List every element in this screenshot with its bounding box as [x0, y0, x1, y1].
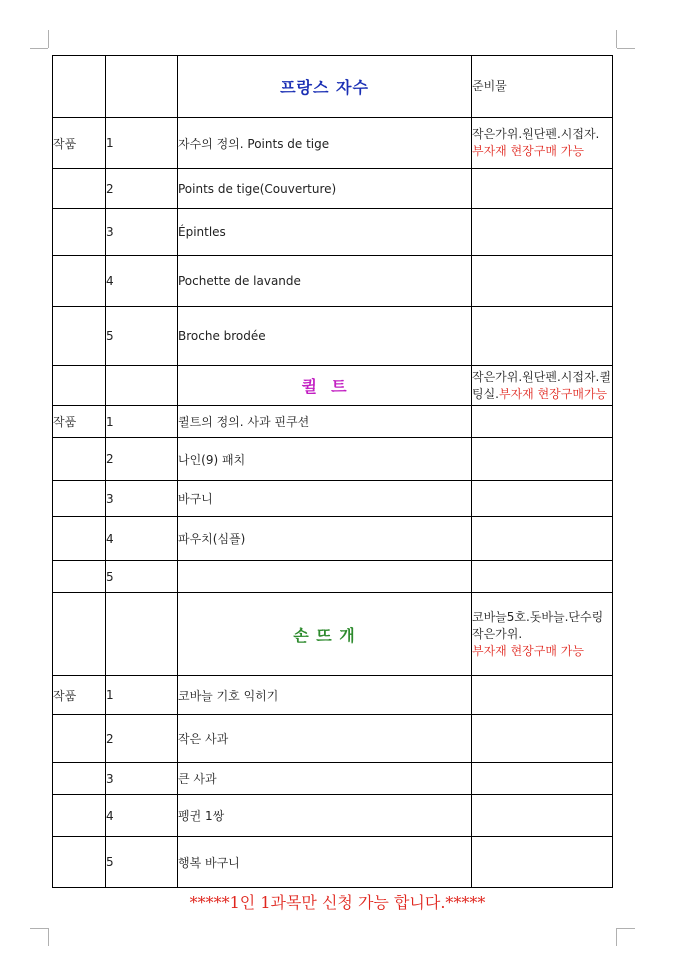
item-name-cell: Pochette de lavande [178, 256, 472, 307]
table-row [53, 763, 613, 795]
item-name-cell: 나인(9) 패치 [178, 438, 472, 481]
table-row [53, 209, 613, 256]
table-row [53, 795, 613, 837]
number-cell: 3 [106, 763, 178, 795]
supplies-cell [472, 763, 613, 795]
number-cell: 2 [106, 438, 178, 481]
category-cell [53, 438, 106, 481]
table-row [53, 837, 613, 888]
supplies-cell [472, 561, 613, 593]
crop-mark-bottom-left-h [30, 928, 48, 929]
supplies-text: 작은가위.원단펜.시접자. [472, 127, 600, 141]
number-cell: 1 [106, 406, 178, 438]
supplies-cell [472, 307, 613, 366]
crop-mark-bottom-left-v [48, 928, 49, 946]
category-cell [53, 481, 106, 517]
item-name-cell: 작은 사과 [178, 715, 472, 763]
number-cell: 1 [106, 118, 178, 169]
table-row [53, 561, 613, 593]
table-row [53, 307, 613, 366]
supplies-cell [472, 438, 613, 481]
quilt-title: 퀼 트 [301, 377, 348, 396]
number-cell: 1 [106, 676, 178, 715]
item-name-cell: 파우치(심플) [178, 517, 472, 561]
item-name-cell: Points de tige(Couverture) [178, 169, 472, 209]
french-title-cell [178, 56, 472, 118]
french-header-row [53, 56, 613, 118]
empty-cell [106, 593, 178, 676]
supplies-cell [472, 795, 613, 837]
supplies-cell [472, 593, 613, 676]
item-name-cell: 행복 바구니 [178, 837, 472, 888]
number-cell: 2 [106, 715, 178, 763]
course-table [52, 55, 613, 888]
category-cell [53, 561, 106, 593]
empty-cell [53, 366, 106, 406]
empty-cell [106, 56, 178, 118]
supplies-header-cell [472, 56, 613, 118]
item-name-cell [178, 561, 472, 593]
supplies-cell [472, 406, 613, 438]
crop-mark-top-right-h [617, 48, 635, 49]
number-cell: 3 [106, 209, 178, 256]
table-row [53, 256, 613, 307]
item-name-cell: 퀼트의 정의. 사과 핀쿠션 [178, 406, 472, 438]
quilt-header-row [53, 366, 613, 406]
item-name-cell: 자수의 정의. Points de tige [178, 118, 472, 169]
table-row [53, 438, 613, 481]
quilt-title-cell [178, 366, 472, 406]
supplies-cell [472, 676, 613, 715]
table-row [53, 118, 613, 169]
crop-mark-bottom-right-v [616, 928, 617, 946]
item-name-cell: 펭귄 1쌍 [178, 795, 472, 837]
table-row [53, 676, 613, 715]
supplies-note: 부자재 현장구매 가능 [472, 643, 584, 658]
number-cell: 5 [106, 307, 178, 366]
item-name-cell: Broche brodée [178, 307, 472, 366]
number-cell: 4 [106, 517, 178, 561]
supplies-text: 작은가위.원단펜.시접자.퀼팅실. [472, 369, 611, 401]
empty-cell [106, 366, 178, 406]
item-name-cell: Épintles [178, 209, 472, 256]
category-cell: 작품 [53, 118, 106, 169]
supplies-label: 준비물 [472, 79, 507, 93]
french-title: 프랑스 자수 [280, 78, 369, 97]
supplies-note: 부자재 현장구매 가능 [472, 144, 584, 158]
supplies-cell [472, 256, 613, 307]
table-row [53, 406, 613, 438]
number-cell: 4 [106, 256, 178, 307]
category-cell [53, 517, 106, 561]
supplies-cell [472, 517, 613, 561]
category-cell [53, 256, 106, 307]
item-name-cell: 코바늘 기호 익히기 [178, 676, 472, 715]
supplies-text: 코바늘5호.돗바늘.단수링 [472, 609, 604, 624]
empty-cell [53, 593, 106, 676]
item-name-cell: 큰 사과 [178, 763, 472, 795]
supplies-cell [472, 118, 613, 169]
category-cell [53, 837, 106, 888]
category-cell: 작품 [53, 406, 106, 438]
number-cell: 4 [106, 795, 178, 837]
table-row [53, 481, 613, 517]
supplies-cell [472, 209, 613, 256]
category-cell [53, 307, 106, 366]
supplies-cell [472, 481, 613, 517]
number-cell: 5 [106, 837, 178, 888]
table-row [53, 517, 613, 561]
category-cell [53, 795, 106, 837]
supplies-text: 작은가위. [472, 626, 523, 641]
supplies-cell [472, 837, 613, 888]
number-cell: 2 [106, 169, 178, 209]
footer-notice: *****1인 1과목만 신청 가능 합니다.***** [189, 893, 486, 912]
supplies-cell [472, 715, 613, 763]
crop-mark-bottom-right-h [617, 928, 635, 929]
supplies-note: 부자재 현장구매가능 [499, 386, 608, 401]
table-row [53, 169, 613, 209]
item-name-cell: 바구니 [178, 481, 472, 517]
crop-mark-top-left-v [48, 30, 49, 48]
category-cell [53, 169, 106, 209]
empty-cell [53, 56, 106, 118]
crop-mark-top-left-h [30, 48, 48, 49]
crop-mark-top-right-v [616, 30, 617, 48]
category-cell [53, 715, 106, 763]
number-cell: 5 [106, 561, 178, 593]
knit-header-row [53, 593, 613, 676]
table-row [53, 715, 613, 763]
knit-title-cell [178, 593, 472, 676]
knit-title: 손 뜨 개 [293, 625, 356, 645]
supplies-cell [472, 366, 613, 406]
number-cell: 3 [106, 481, 178, 517]
category-cell [53, 209, 106, 256]
category-cell: 작품 [53, 676, 106, 715]
supplies-cell [472, 169, 613, 209]
category-cell [53, 763, 106, 795]
